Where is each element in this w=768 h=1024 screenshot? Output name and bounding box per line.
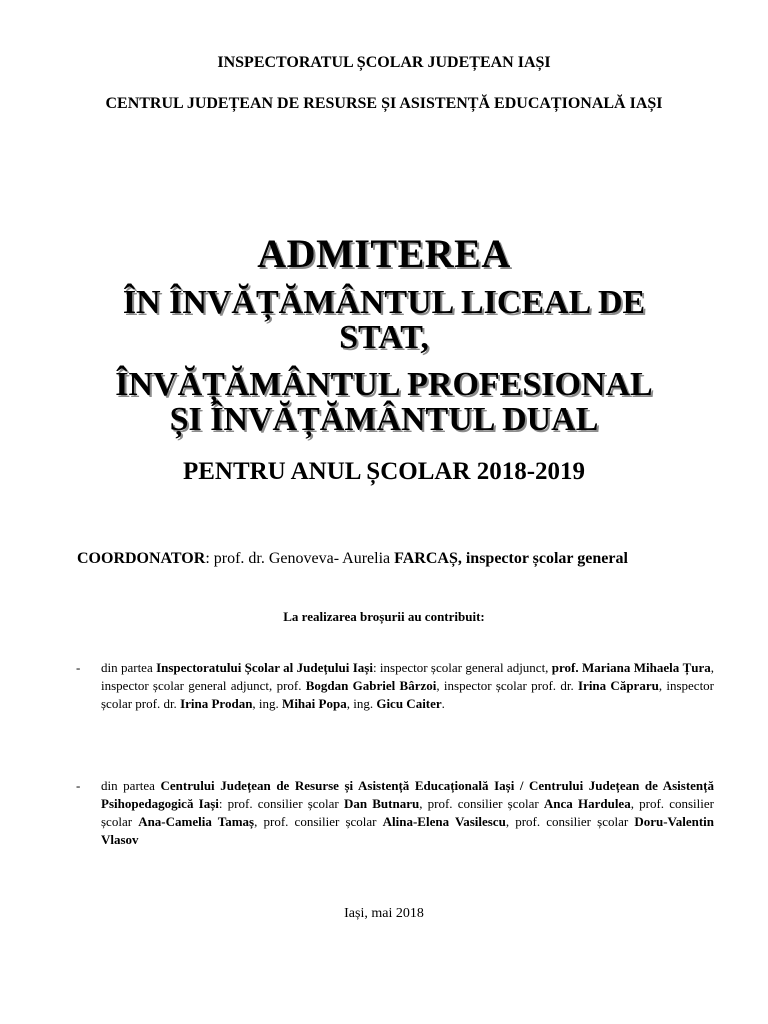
coordinator-name: : prof. dr. Genoveva- Aurelia	[205, 550, 395, 567]
text-run: , prof. consilier școlar	[254, 814, 383, 829]
person-name: Alina-Elena Vasilescu	[382, 814, 506, 829]
person-name: Gicu Caiter	[376, 696, 442, 711]
list-dash: -	[76, 660, 81, 675]
text-run: , prof. consilier școlar	[505, 814, 635, 829]
coordinator-role: , inspector școlar general	[457, 550, 628, 567]
person-name: Bogdan Gabriel Bârzoi	[305, 678, 437, 693]
title-main: ADMITEREA	[257, 231, 511, 276]
text-run: : inspector școlar general adjunct,	[372, 660, 552, 675]
person-name: Mihai Popa	[282, 696, 347, 711]
list-item	[76, 777, 714, 849]
person-name: Doru-Valentin Vlasov	[101, 814, 715, 847]
text-run: din partea	[101, 778, 161, 793]
person-name: Irina Căpraru	[577, 678, 659, 693]
person-name: Anca Hardulea	[543, 796, 631, 811]
person-name: Ana-Camelia Tamaș	[138, 814, 255, 829]
person-name: Irina Prodan	[180, 696, 253, 711]
text-run: , ing.	[346, 696, 377, 711]
contributors-heading: La realizarea broșurii au contribuit:	[283, 609, 485, 624]
text-run: , inspector școlar prof. dr.	[436, 678, 578, 693]
person-name: Dan Butnaru	[343, 796, 420, 811]
contributor-paragraph	[101, 777, 714, 849]
text-run: , inspector școlar general adjunct, prof.	[101, 660, 714, 693]
text-run: , prof. consilier școlar	[101, 796, 714, 829]
school-year-subtitle: PENTRU ANUL ȘCOLAR 2018-2019	[182, 458, 586, 485]
place-date-footer: Iași, mai 2018	[344, 906, 424, 921]
title-line-4: ȘI ÎNVĂȚĂMÂNTUL DUAL	[169, 401, 599, 438]
organization-name: Inspectoratului Școlar al Județului Iași	[156, 660, 373, 675]
coordinator-surname: FARCAȘ	[394, 550, 458, 567]
title-line-1: ÎN ÎNVĂȚĂMÂNTUL LICEAL DE	[122, 284, 646, 321]
text-run: .	[441, 696, 445, 711]
list-dash: -	[76, 778, 81, 793]
header-inspectorate: INSPECTORATUL ȘCOLAR JUDEȚEAN IAȘI	[217, 54, 551, 71]
text-run: , ing.	[252, 696, 283, 711]
coordinator-line	[77, 550, 628, 568]
contributor-paragraph	[101, 659, 714, 713]
organization-name: Centrului Județean de Resurse și Asistență Educațională Iași / Centrului Județean de Asistență Psihopedagogică Iași	[101, 778, 714, 811]
text-run: , prof. consilier școlar	[419, 796, 544, 811]
person-name: prof. Mariana Mihaela Țura	[551, 660, 711, 675]
title-line-3: ÎNVĂȚĂMÂNTUL PROFESIONAL	[115, 366, 653, 403]
coordinator-label: COORDONATOR	[77, 550, 206, 567]
header-center: CENTRUL JUDEȚEAN DE RESURSE ȘI ASISTENȚĂ EDUCAȚIONALĂ IAȘI	[105, 95, 663, 112]
list-item	[76, 659, 714, 713]
text-run: : prof. consilier școlar	[218, 796, 344, 811]
text-run: din partea	[101, 660, 157, 675]
title-line-2: STAT,	[339, 319, 429, 356]
text-run: , inspector școlar prof. dr.	[101, 678, 715, 711]
